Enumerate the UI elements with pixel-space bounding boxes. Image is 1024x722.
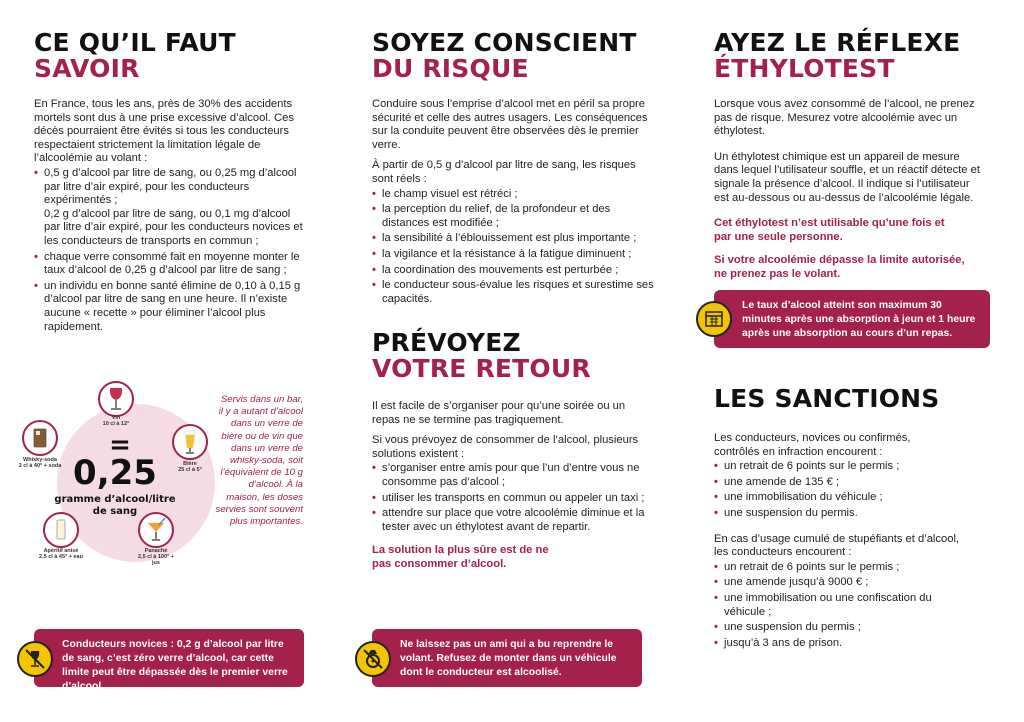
beer-glass-icon xyxy=(172,424,208,460)
alcohol-value: 0,25 xyxy=(73,453,157,493)
sanctions-intro: Les conducteurs, novices ou confirmés, contrôlés en infraction encourent : xyxy=(714,432,911,458)
title-line2: VOTRE RETOUR xyxy=(372,354,591,383)
list-item: • une immobilisation ou une confiscation du véhicule ; xyxy=(714,592,939,619)
col2-para: Il est facile de s’organiser pour qu’une soirée ou un repas ne se termine pas tragiquement. xyxy=(372,400,626,426)
title-line1: LES SANCTIONS xyxy=(714,384,940,413)
list-item: • utiliser les transports en commun ou appeler un taxi ; xyxy=(372,492,654,506)
list-item: • attendre sur place que votre alcoolémie diminue et la tester avec un éthylotest avant de repartir. xyxy=(372,507,654,534)
friend-warning-box xyxy=(372,629,642,687)
alcohol-unit: gramme d’alcool/litre de sang xyxy=(54,494,176,517)
col1-text xyxy=(34,98,309,336)
list-item: • s’organiser entre amis pour que l’un d’entre vous ne consomme pas d’alcool ; xyxy=(372,462,654,489)
list-item: • une immobilisation du véhicule ; xyxy=(714,491,976,505)
sanctions-list2 xyxy=(714,561,976,651)
no-alcohol-icon xyxy=(17,641,53,677)
col2-emphasis: La solution la plus sûre est de ne pas consommer d’alcool. xyxy=(372,544,549,570)
friend-warning-text: Ne laissez pas un ami qui a bu reprendre le volant. Refusez de monter dans un véhicule dont le conducteur est alcoolisé. xyxy=(400,639,617,678)
title-line1: PRÉVOYEZ xyxy=(372,328,521,357)
list-item: • une suspension du permis. xyxy=(714,507,976,521)
wine-label: Vin 10 cl à 12° xyxy=(102,415,130,427)
novice-warning-text: Conducteurs novices : 0,2 g d’alcool par litre de sang, c’est zéro verre d’alcool, car cette limite peut être dépassée dès le premier verre d’alcool. xyxy=(62,639,288,692)
peak-alcohol-text: Le taux d’alcool atteint son maximum 30 minutes après une absorption à jeun et 1 heure après une absorption au cours d’un repas. xyxy=(742,300,976,339)
col2-intro2: À partir de 0,5 g d’alcool par litre de sang, les risques sont réels : xyxy=(372,159,636,185)
list-item: • 0,5 g d’alcool par litre de sang, ou 0,25 mg d’alcool par litre d’air expiré, pour les conducteurs expérimentés ; xyxy=(34,167,309,208)
title-line2: ÉTHYLOTEST xyxy=(714,54,895,83)
list-item: 0,2 g d’alcool par litre de sang, ou 0,1 mg d’alcool par litre d’air expiré, pour les conducteurs novices et les conducteurs de transports en commun ; xyxy=(44,207,303,247)
title-line2: DU RISQUE xyxy=(372,54,529,83)
peak-alcohol-box xyxy=(714,290,990,348)
col1-intro: En France, tous les ans, près de 30% des accidents mortels sont dus à une prise excessive d’alcool. Ces décès pourraient être évités si tous les conducteurs respectaient strictement la limitation légale de l’alcoolémie au volant : xyxy=(34,98,294,165)
list-item: • un retrait de 6 points sur le permis ; xyxy=(714,561,976,575)
title-prevoyez-votre-retour xyxy=(372,330,591,382)
list-item: • une amende jusqu’à 9000 € ; xyxy=(714,576,976,590)
equals-sign: = xyxy=(109,430,131,460)
title-soyez-conscient xyxy=(372,30,637,82)
col2-text2 xyxy=(372,400,654,579)
col2-para2: Si vous prévoyez de consommer de l’alcool, plusieurs solutions existent : xyxy=(372,434,639,460)
title-ce-qu-il-faut-savoir xyxy=(34,30,236,82)
list-item: • une amende de 135 € ; xyxy=(714,476,976,490)
list-item: • chaque verre consommé fait en moyenne monter le taux d’alcool de 0,25 g d’alcool par litre de sang ; xyxy=(34,251,309,278)
panache-label: Panaché 2,5 cl à 100° + jus xyxy=(138,548,174,566)
col1-bullets xyxy=(34,167,309,334)
title-les-sanctions xyxy=(714,386,939,412)
list-item: • la sensibilité à l’éblouissement est plus importante ; xyxy=(372,232,654,246)
col3-para1: Lorsque vous avez consommé de l’alcool, ne prenez pas de risque. Mesurez votre alcoolémie avec un éthylotest. xyxy=(714,98,975,138)
list-item: • la vigilance et la résistance à la fatigue diminuent ; xyxy=(372,248,654,262)
calendar-clock-icon xyxy=(696,301,732,337)
title-line1: SOYEZ CONSCIENT xyxy=(372,28,637,57)
title-reflexe-ethylotest xyxy=(714,30,960,82)
list-item: • la coordination des mouvements est perturbée ; xyxy=(372,264,654,278)
col3-sanctions xyxy=(714,432,976,652)
col3-text xyxy=(714,98,986,289)
cocktail-glass-icon xyxy=(138,512,174,548)
list-item: • une suspension du permis ; xyxy=(714,621,976,635)
col2-risk-list xyxy=(372,188,654,307)
no-drunk-driving-icon xyxy=(355,641,391,677)
whisky-label: Whisky-soda 3 cl à 40° + soda xyxy=(18,457,62,469)
list-item: • jusqu’à 3 ans de prison. xyxy=(714,637,976,651)
wine-glass-icon xyxy=(98,381,134,417)
list-item: • le conducteur sous-évalue les risques et surestime ses capacités. xyxy=(372,279,654,306)
sanctions-list xyxy=(714,460,976,520)
title-line2: SAVOIR xyxy=(34,54,140,83)
col3-para2: Un éthylotest chimique est un appareil de mesure dans lequel l’utilisateur souffle, et un réactif détecte et signale la présence d’alcool. Il indique si l’utilisateur est au-dessous ou au-dessus de l’alcoolémie légale. xyxy=(714,150,980,204)
sanctions-intro2: En cas d’usage cumulé de stupéfiants et d’alcool, les conducteurs encourent : xyxy=(714,532,960,559)
col3-emphasis1: Cet éthylotest n’est utilisable qu’une fois et par une seule personne. xyxy=(714,217,945,243)
col2-intro: Conduire sous l’emprise d’alcool met en péril sa propre sécurité et celle des autres usagers. Les conséquences sur la conduite peuvent être observées dès le premier verre. xyxy=(372,98,648,151)
title-line1: CE QU’IL FAUT xyxy=(34,28,236,57)
list-item: • la perception du relief, de la profondeur et des distances est modifiée ; xyxy=(372,203,654,230)
beer-label: Bière 25 cl à 5° xyxy=(178,461,202,473)
drinks-quote: Servis dans un bar, il y a autant d’alcool dans un verre de bière ou de vin que dans un verre de whisky-soda, soit l’équivalent de 10 g d’alcool. À la maison, les doses servies sont souvent plus importantes. xyxy=(215,394,303,528)
title-line1: AYEZ LE RÉFLEXE xyxy=(714,28,961,57)
list-item: • un retrait de 6 points sur le permis ; xyxy=(714,460,976,474)
aperitif-glass-icon xyxy=(43,512,79,548)
col3-emphasis2: Si votre alcoolémie dépasse la limite autorisée, ne prenez pas le volant. xyxy=(714,254,965,280)
list-item: • le champ visuel est rétréci ; xyxy=(372,188,654,202)
col2-text xyxy=(372,98,654,308)
col2-solutions-list xyxy=(372,462,654,534)
aperitif-label: Apéritif anisé 2,5 cl à 45° + eau xyxy=(39,548,83,560)
list-item: • un individu en bonne santé élimine de 0,10 à 0,15 g d’alcool par litre de sang en une heure. Il n’existe aucune « recette » pour éliminer l’alcool plus rapidement. xyxy=(34,280,309,334)
novice-warning-box xyxy=(34,629,304,692)
whisky-glass-icon xyxy=(22,420,58,456)
